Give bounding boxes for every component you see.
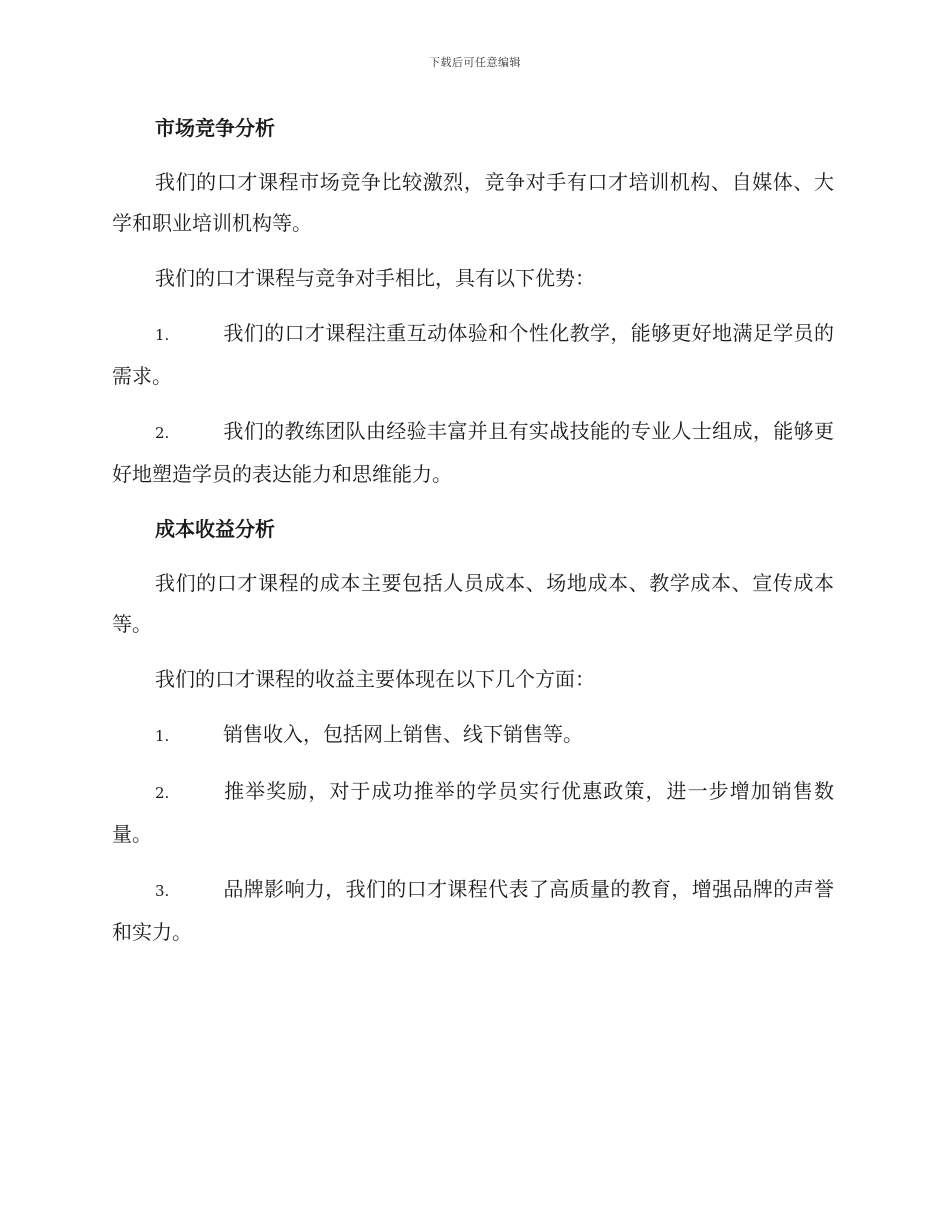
list-item-text: 推举奖励，对于成功推举的学员实行优惠政策，进一步增加销售数量。 [112,779,834,846]
list-item-text: 我们的教练团队由经验丰富并且有实战技能的专业人士组成，能够更好地塑造学员的表达能力和思维能力。 [112,419,834,486]
cost-paragraph-2: 我们的口才课程的收益主要体现在以下几个方面： [155,667,595,691]
list-item-text: 销售收入，包括网上销售、线下销售等。 [223,722,583,746]
list-item [112,869,834,953]
list-number: 1. [155,727,170,745]
section-heading-cost: 成本收益分析 [155,517,275,541]
list-number: 2. [155,424,170,442]
cost-paragraph-1: 我们的口才课程的成本主要包括人员成本、场地成本、教学成本、宣传成本等。 [112,571,834,636]
competition-paragraph-2: 我们的口才课程与竞争对手相比，具有以下优势： [155,266,595,290]
list-item-text: 我们的口才课程注重互动体验和个性化教学，能够更好地满足学员的需求。 [112,321,834,388]
competition-paragraph-1: 我们的口才课程市场竞争比较激烈，竞争对手有口才培训机构、自媒体、大学和职业培训机构等。 [112,170,834,235]
list-item [112,313,834,397]
header-note: 下载后可任意编辑 [429,56,521,69]
list-number: 2. [155,784,170,802]
list-item [112,411,834,495]
section-heading-competition: 市场竞争分析 [155,116,275,140]
list-number: 3. [155,882,170,900]
list-item [112,714,834,757]
list-item-text: 品牌影响力，我们的口才课程代表了高质量的教育，增强品牌的声誉和实力。 [112,877,834,944]
document-body [112,108,834,967]
list-item [112,771,834,855]
list-number: 1. [155,326,170,344]
